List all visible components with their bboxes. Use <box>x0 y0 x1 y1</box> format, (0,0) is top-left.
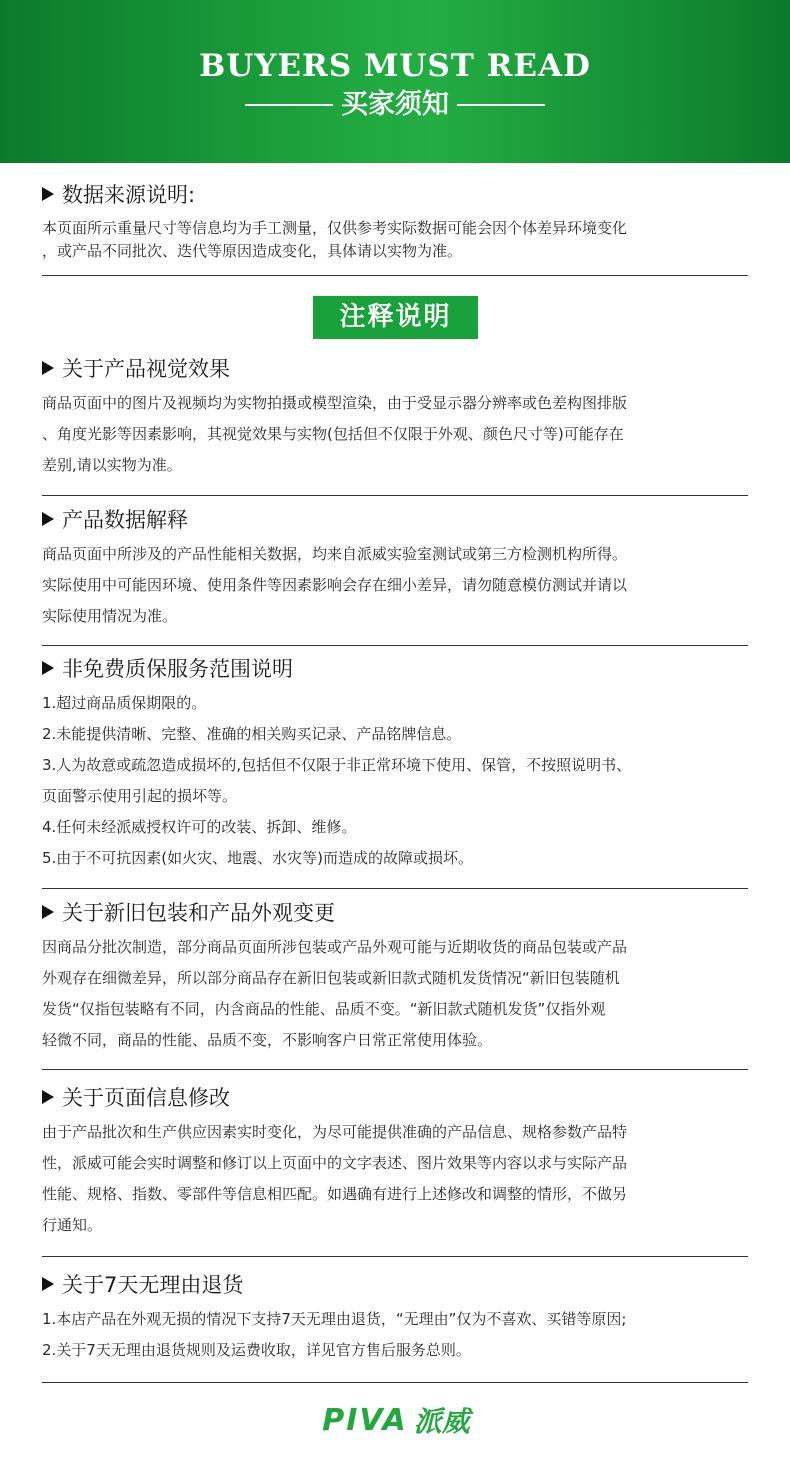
paragraph-line: 差别,请以实物为准。 <box>42 456 182 474</box>
paragraph-line: 商品页面中的图片及视频均为实物拍摄或模型渲染，由于受显示器分辨率或色差构图排版 <box>42 394 628 412</box>
triangle-bullet-icon <box>42 187 54 201</box>
paragraph-line: 性，派威可能会实时调整和修订以上页面中的文字表述、图片效果等内容以求与实际产品 <box>42 1154 628 1172</box>
triangle-bullet-icon <box>42 661 54 675</box>
header-title-en: BUYERS MUST READ <box>199 48 591 84</box>
divider <box>42 1382 748 1383</box>
triangle-bullet-icon <box>42 361 54 375</box>
triangle-bullet-icon <box>42 1090 54 1104</box>
paragraph-line: 由于产品批次和生产供应因素实时变化，为尽可能提供准确的产品信息、规格参数产品特 <box>42 1123 628 1141</box>
paragraph-line: ，或产品不同批次、迭代等原因造成变化，具体请以实物为准。 <box>42 242 463 260</box>
list-item: 1.本店产品在外观无损的情况下支持7天无理由退货，“无理由”仅为不喜欢、买错等原因; <box>42 1310 627 1328</box>
section-packaging <box>42 897 748 1056</box>
section-page-info <box>42 1082 748 1241</box>
section-visual-effect <box>42 353 748 481</box>
list-item: 3.人为故意或疏忽造成损坏的,包括但不仅限于非正常环境下使用、保管，不按照说明书、 <box>42 756 632 774</box>
logo-text-zh: 派威 <box>413 1405 470 1438</box>
paragraph-line: 轻微不同，商品的性能、品质不变，不影响客户日常正常使用体验。 <box>42 1031 493 1049</box>
paragraph-line: 发货“仅指包装略有不同，内含商品的性能、品质不变。“新旧款式随机发货”仅指外观 <box>42 1000 606 1018</box>
triangle-bullet-icon <box>42 905 54 919</box>
section-title: 数据来源说明: <box>42 179 748 209</box>
section-warranty <box>42 653 748 874</box>
paragraph-line: 实际使用情况为准。 <box>42 607 178 625</box>
paragraph-line: 外观存在细微差异，所以部分商品存在新旧包装或新旧款式随机发货情况“新旧包装随机 <box>42 969 620 987</box>
divider <box>42 1069 748 1070</box>
section-title: 关于产品视觉效果 <box>42 353 748 383</box>
section-title: 产品数据解释 <box>42 504 748 534</box>
paragraph-line: 行通知。 <box>42 1216 103 1234</box>
divider <box>42 645 748 646</box>
triangle-bullet-icon <box>42 512 54 526</box>
section-title: 关于7天无理由退货 <box>42 1269 748 1299</box>
header-title-zh: 买家须知 <box>341 89 449 120</box>
section-data-source <box>42 179 748 263</box>
triangle-bullet-icon <box>42 1277 54 1291</box>
paragraph-line: 性能、规格、指数、零部件等信息相匹配。如遇确有进行上述修改和调整的情形，不做另 <box>42 1185 628 1203</box>
divider <box>42 275 748 276</box>
logo-text-en: PIVA <box>322 1402 408 1438</box>
list-item: 2.未能提供清晰、完整、准确的相关购买记录、产品铭牌信息。 <box>42 725 462 743</box>
divider <box>42 888 748 889</box>
list-item: 4.任何未经派威授权许可的改装、拆卸、维修。 <box>42 818 357 836</box>
paragraph-line: 本页面所示重量尺寸等信息均为手工测量，仅供参考实际数据可能会因个体差异环境变化 <box>42 219 628 237</box>
section-title: 非免费质保服务范围说明 <box>42 653 748 683</box>
header-banner <box>0 0 790 163</box>
section-returns <box>42 1269 748 1366</box>
header-right-line <box>457 104 545 106</box>
paragraph-line: 因商品分批次制造，部分商品页面所涉包装或产品外观可能与近期收货的商品包装或产品 <box>42 938 628 956</box>
section-product-data <box>42 504 748 632</box>
section-title: 关于新旧包装和产品外观变更 <box>42 897 748 927</box>
header-subtitle <box>0 88 790 122</box>
divider <box>42 1256 748 1257</box>
header-left-line <box>245 104 333 106</box>
brand-logo <box>311 1403 481 1437</box>
section-title: 关于页面信息修改 <box>42 1082 748 1112</box>
paragraph-line: 实际使用中可能因环境、使用条件等因素影响会存在细小差异，请勿随意模仿测试并请以 <box>42 576 628 594</box>
list-item: 5.由于不可抗因素(如火灾、地震、水灾等)而造成的故障或损坏。 <box>42 849 474 867</box>
paragraph-line: 商品页面中所涉及的产品性能相关数据，均来自派威实验室测试或第三方检测机构所得。 <box>42 545 628 563</box>
list-item: 2.关于7天无理由退货规则及运费收取，详见官方售后服务总则。 <box>42 1341 471 1359</box>
list-item: 页面警示使用引起的损坏等。 <box>42 787 238 805</box>
divider <box>42 495 748 496</box>
notes-badge: 注释说明 <box>313 296 478 339</box>
list-item: 1.超过商品质保期限的。 <box>42 694 207 712</box>
paragraph-line: 、角度光影等因素影响，其视觉效果与实物(包括但不仅限于外观、颜色尺寸等)可能存在 <box>42 425 624 443</box>
